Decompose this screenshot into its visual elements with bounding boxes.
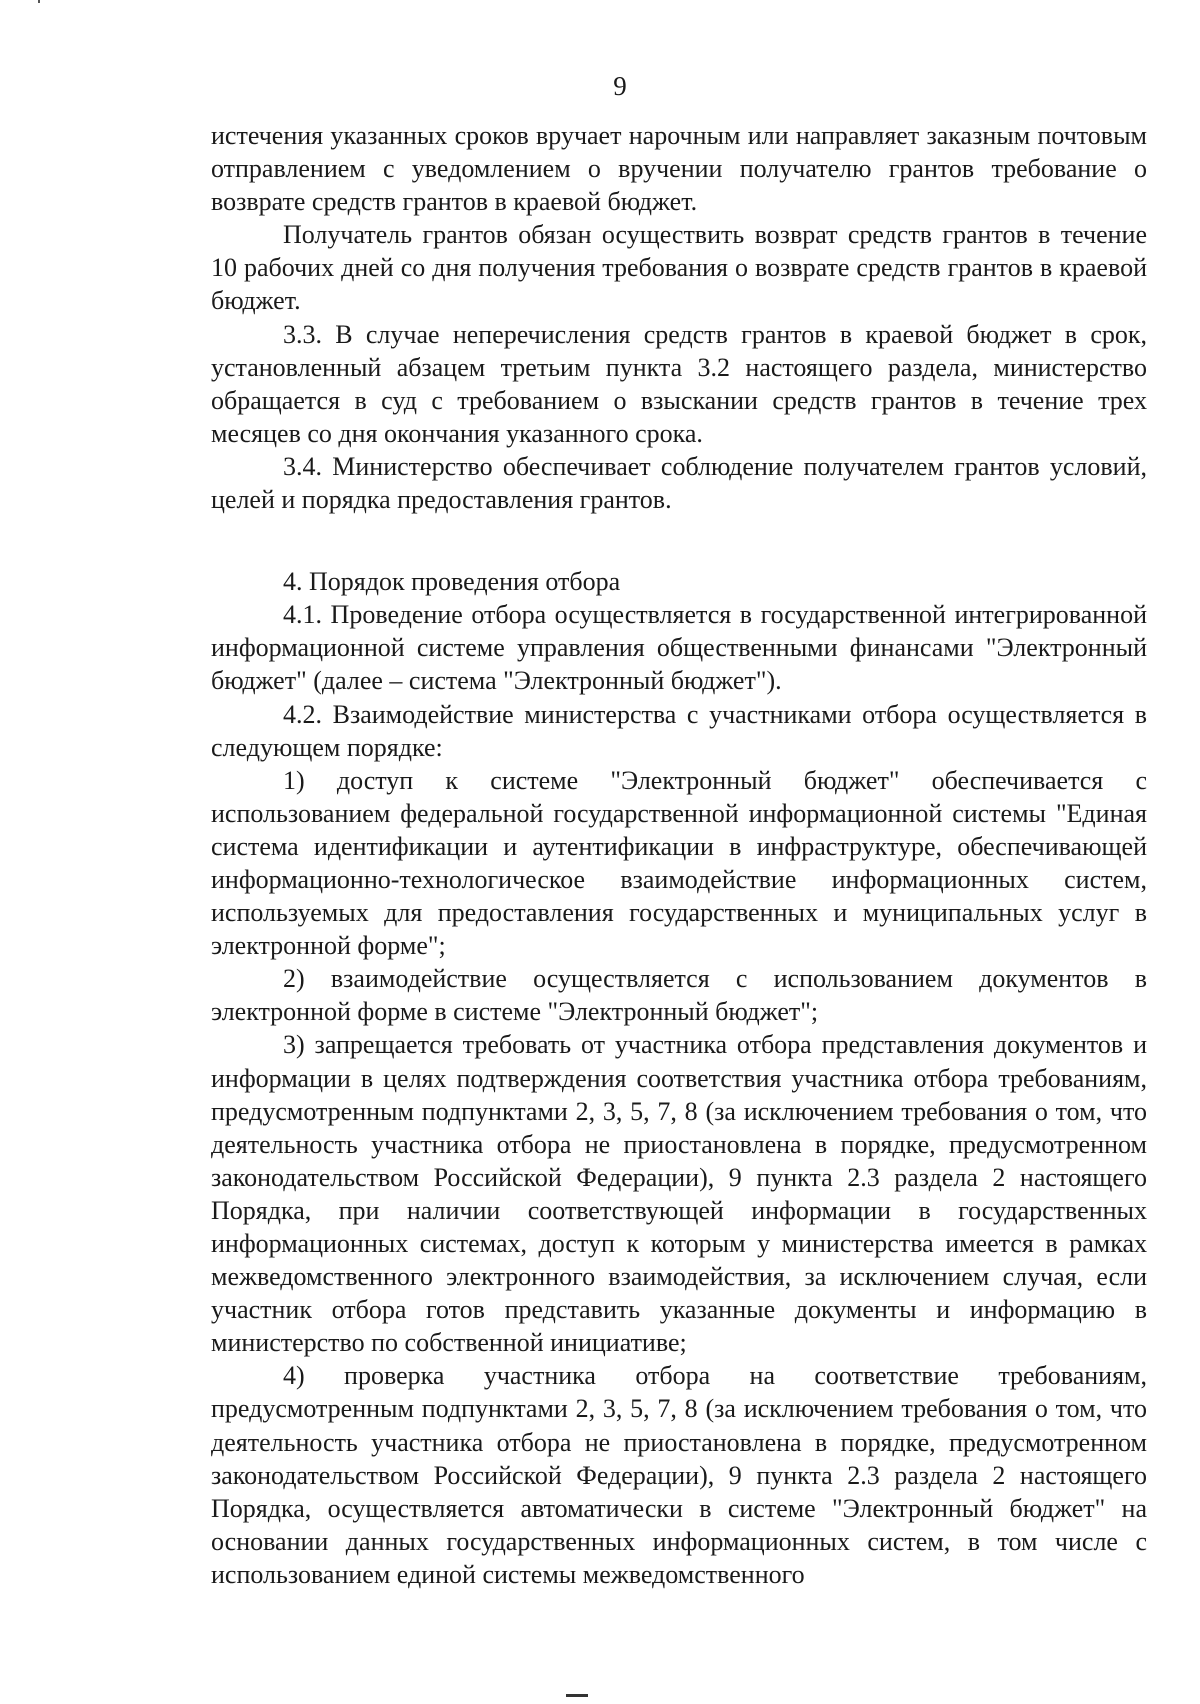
list-item-1: 1) доступ к системе "Электронный бюджет" обеспечивается с использованием федеральной государственной информационной системы "Единая система идентификации и аутентификации в инфраструктуре, обеспечивающей информационно-технологическое взаимодействие информационных систем, используемых для предоставления государственных и муниципальных услуг в электронной форме"; xyxy=(211,765,1147,961)
page-number: 9 xyxy=(613,71,627,101)
document-body xyxy=(211,119,1147,1591)
paragraph-4-2: 4.2. Взаимодействие министерства с участниками отбора осуществляется в следующем порядке: xyxy=(211,699,1147,762)
section-heading-4: 4. Порядок проведения отбора xyxy=(283,567,621,597)
paragraph-3-4: 3.4. Министерство обеспечивает соблюдение получателем грантов условий, целей и порядка предоставления грантов. xyxy=(211,451,1147,515)
scan-corner-mark xyxy=(38,0,40,3)
paragraph-4-1: 4.1. Проведение отбора осуществляется в государственной интегрированной информационной системе управления общественными финансами "Электронный бюджет" (далее – система "Электронный бюджет"). xyxy=(211,600,1147,696)
list-item-3: 3) запрещается требовать от участника отбора представления документов и информации в целях подтверждения соответствия участника отбора требованиям, предусмотренным подпунктами 2, 3, 5, 7, 8 (за исключением требования о том, что деятельность участника отбора не приостановлена в порядке, предусмотренном законодательством Российской Федерации), 9 пункта 2.3 раздела 2 настоящего Порядка, при наличии соответствующей информации в государственных информационных системах, доступ к которым у министерства имеется в рамках межведомственного электронного взаимодействия, за исключением случая, если участник отбора готов представить указанные документы и информацию в министерство по собственной инициативе; xyxy=(211,1030,1147,1358)
list-item-4: 4) проверка участника отбора на соответствие требованиям, предусмотренным подпунктами 2, 3, 5, 7, 8 (за исключением требования о том, что деятельность участника отбора не приостановлена в порядке, предусмотренном законодательством Российской Федерации), 9 пункта 2.3 раздела 2 настоящего Порядка, осуществляется автоматически в системе "Электронный бюджет" на основании данных государственных информационных систем, в том числе с использованием единой системы межведомственного xyxy=(211,1361,1147,1589)
paragraph-3-3: 3.3. В случае неперечисления средств грантов в краевой бюджет в срок, установленный абзацем третьим пункта 3.2 настоящего раздела, министерство обращается в суд с требованием о взыскании средств грантов в течение трех месяцев со дня окончания указанного срока. xyxy=(211,319,1147,448)
paragraph-refund-obligation: Получатель грантов обязан осуществить возврат средств грантов в течение 10 рабочих дней со дня получения требования о возврате средств грантов в краевой бюджет. xyxy=(211,220,1147,316)
paragraph-continuation: истечения указанных сроков вручает нарочным или направляет заказным почтовым отправлением с уведомлением о вручении получателю грантов требование о возврате средств грантов в краевой бюджет. xyxy=(211,121,1147,217)
list-item-2: 2) взаимодействие осуществляется с использованием документов в электронной форме в системе "Электронный бюджет"; xyxy=(211,964,1147,1027)
scan-bottom-mark xyxy=(566,1694,588,1697)
